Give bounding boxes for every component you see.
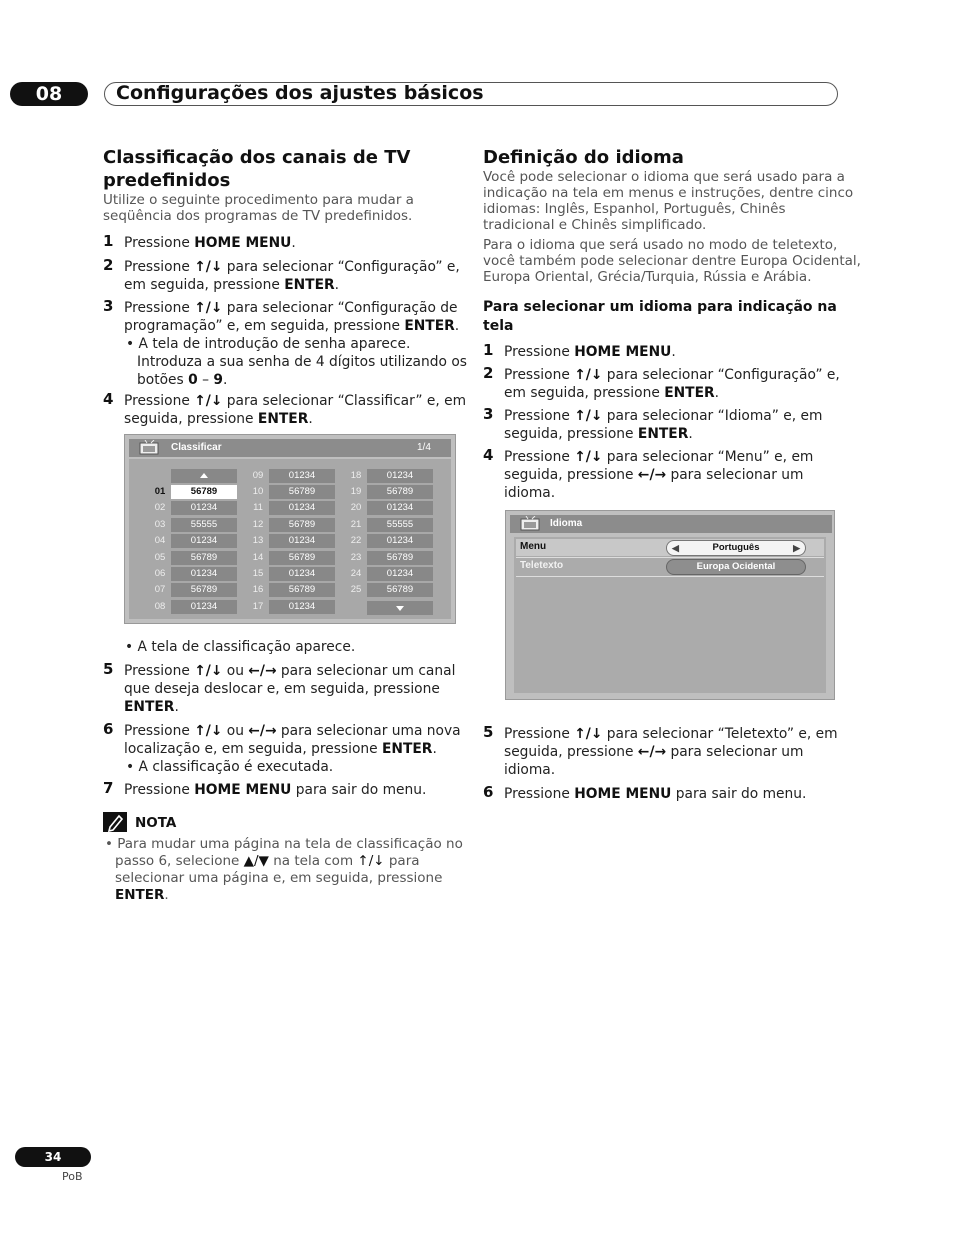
channel-cell[interactable]: 01234 [367, 534, 433, 548]
chapter-number-badge: 08 [10, 82, 88, 106]
step-number: 4 [483, 446, 494, 464]
channel-position-label: 13 [252, 535, 264, 547]
channel-position-label: 10 [252, 486, 264, 497]
screen-title-bar [129, 439, 451, 457]
step-number: 6 [483, 783, 494, 801]
step-number: 4 [103, 390, 114, 408]
menu-label: Menu [520, 541, 547, 552]
step-number: 7 [103, 779, 114, 797]
classify-screen [124, 434, 456, 624]
channel-cell[interactable]: 55555 [171, 518, 237, 532]
section-title-classify [103, 146, 410, 192]
channel-cell[interactable]: 01234 [367, 567, 433, 581]
channel-position-label: 23 [350, 551, 362, 563]
channel-cell[interactable]: 01234 [269, 469, 335, 483]
bullet-text: • A tela de classificação aparece. [125, 639, 356, 655]
note-text: • Para mudar uma página na tela de classificação no passo 6, selecione ▲/▼ na tela com ↑/↓ para selecionar uma página e, em seguida, pressione ENTER. [105, 836, 463, 903]
left-step-3: Pressione ↑/↓ para selecionar “Configuração de programação” e, em seguida, pressione ENTER. • A tela de introdução de senha aparece. Introduza a sua senha de 4 dígitos utilizando os botões 0 – 9. [124, 300, 467, 388]
channel-cell[interactable]: 01234 [171, 600, 237, 614]
scroll-down-arrow-icon[interactable] [367, 601, 433, 615]
right-step-5: Pressione ↑/↓ para selecionar “Teletexto” e, em seguida, pressione ←/→ para selecionar um idioma. [504, 726, 838, 778]
channel-position-label: 15 [252, 568, 264, 579]
channel-position-label: 14 [252, 551, 264, 563]
step-number: 3 [103, 297, 114, 315]
right-step-4: Pressione ↑/↓ para selecionar “Menu” e, em seguida, pressione ←/→ para selecionar um idioma. [504, 449, 814, 501]
tv-icon [137, 440, 163, 456]
channel-cell[interactable]: 01234 [269, 534, 335, 548]
channel-position-label: 22 [350, 535, 362, 547]
channel-position-label: 17 [252, 600, 264, 612]
channel-position-label: 12 [252, 518, 264, 530]
left-step-4: Pressione ↑/↓ para selecionar “Classificar” e, em seguida, pressione ENTER. [124, 393, 467, 427]
channel-position-label: 16 [252, 584, 264, 596]
channel-position-label: 01 [154, 486, 166, 497]
intro-line: Utilize o seguinte procedimento para mudar a [103, 192, 414, 208]
section-title-line: Classificação dos canais de TV [103, 147, 411, 168]
channel-position-label: 11 [253, 502, 263, 514]
language-settings-panel [514, 537, 826, 693]
channel-cell[interactable]: 56789 [269, 518, 335, 532]
channel-cell[interactable]: 56789 [171, 485, 237, 499]
screen-page-indicator: 1/4 [417, 442, 431, 453]
channel-position-label: 09 [252, 470, 264, 481]
tv-icon [518, 516, 544, 532]
channel-cell[interactable]: 01234 [269, 567, 335, 581]
right-step-3: Pressione ↑/↓ para selecionar “Idioma” e, em seguida, pressione ENTER. [504, 408, 823, 442]
screen-title-bar [510, 515, 832, 533]
row-divider [516, 576, 824, 577]
step-number: 6 [103, 720, 114, 738]
left-step-5: Pressione ↑/↓ ou ←/→ para selecionar um canal que deseja deslocar e, em seguida, pressione ENTER. [124, 663, 456, 715]
step-number: 5 [483, 723, 494, 741]
arrow-right-icon[interactable]: ▶ [793, 543, 800, 553]
teletext-language-value: Europa Ocidental [696, 561, 776, 572]
channel-position-label: 02 [154, 502, 166, 514]
chapter-title: Configurações dos ajustes básicos [116, 82, 484, 104]
channel-cell[interactable]: 01234 [269, 600, 335, 614]
channel-position-label: 20 [350, 502, 362, 514]
note-label: NOTA [135, 815, 177, 831]
screen-title: Classificar [171, 442, 222, 453]
step-number: 5 [103, 660, 114, 678]
step-number: 2 [483, 364, 494, 382]
channel-cell[interactable]: 55555 [367, 518, 433, 532]
classify-grid [129, 459, 451, 619]
step-number: 1 [103, 232, 114, 250]
step-number: 2 [103, 256, 114, 274]
bullet-text: Introduza a sua senha de 4 dígitos utilizando os [137, 354, 467, 370]
left-step-1: Pressione HOME MENU. [124, 235, 296, 251]
language-screen [505, 510, 835, 700]
scroll-up-arrow-icon[interactable] [171, 469, 237, 483]
channel-position-label: 04 [154, 535, 166, 547]
right-step-6: Pressione HOME MENU para sair do menu. [504, 786, 807, 802]
channel-cell[interactable]: 56789 [367, 551, 433, 565]
section-title-line: predefinidos [103, 170, 231, 191]
channel-position-label: 25 [350, 584, 362, 596]
channel-cell[interactable]: 01234 [367, 501, 433, 515]
section-title-language: Definição do idioma [483, 147, 684, 168]
step-number: 1 [483, 341, 494, 359]
channel-position-label: 08 [154, 600, 166, 612]
channel-cell[interactable]: 56789 [269, 485, 335, 499]
channel-cell[interactable]: 01234 [171, 534, 237, 548]
channel-cell[interactable]: 01234 [171, 501, 237, 515]
teletext-label: Teletexto [520, 560, 564, 571]
channel-cell[interactable]: 56789 [171, 583, 237, 597]
left-step-6: Pressione ↑/↓ ou ←/→ para selecionar uma nova localização e, em seguida, pressione ENTER. • A classificação é executada. [124, 723, 461, 775]
channel-cell[interactable]: 56789 [269, 583, 335, 597]
channel-position-label: 19 [350, 486, 362, 497]
menu-language-selector[interactable] [666, 540, 806, 556]
right-step-2: Pressione ↑/↓ para selecionar “Configuração” e, em seguida, pressione ENTER. [504, 367, 840, 401]
section-intro [103, 192, 414, 224]
channel-position-label: 06 [154, 568, 166, 579]
subsection-title: Para selecionar um idioma para indicação na tela [483, 299, 837, 334]
channel-cell[interactable]: 56789 [269, 551, 335, 565]
channel-position-label: 18 [350, 470, 362, 481]
left-step-2: Pressione ↑/↓ para selecionar “Configuração” e, em seguida, pressione ENTER. [124, 259, 460, 293]
channel-cell[interactable]: 56789 [367, 485, 433, 499]
left-step-7: Pressione HOME MENU para sair do menu. [124, 782, 427, 798]
channel-cell[interactable]: 01234 [171, 567, 237, 581]
page-number: 34 [15, 1147, 91, 1167]
teletext-language-selector[interactable] [666, 559, 806, 575]
row-divider [516, 557, 824, 558]
intro-line: seqüência dos programas de TV predefinidos. [103, 208, 413, 224]
channel-position-label: 07 [154, 584, 166, 596]
channel-cell[interactable]: 56789 [367, 583, 433, 597]
arrow-left-icon[interactable]: ◀ [672, 543, 679, 553]
language-code: PoB [62, 1170, 83, 1183]
channel-cell[interactable]: 01234 [367, 469, 433, 483]
channel-position-label: 21 [350, 518, 362, 530]
note-icon [103, 812, 127, 832]
channel-position-label: 24 [350, 568, 362, 579]
channel-cell[interactable]: 56789 [171, 551, 237, 565]
channel-position-label: 05 [154, 551, 166, 563]
bullet-text: • A tela de introdução de senha aparece. [126, 336, 411, 352]
screen-title: Idioma [550, 518, 583, 529]
language-intro: Você pode selecionar o idioma que será usado para a indicação na tela em menus e instruções, dentre cinco idiomas: Inglês, Espanhol, Português, Chinês tradicional e Chinês simplificado. Para o idioma que será usado no modo de teletexto, você também pode selecionar dentre Europa Ocidental, Europa Oriental, Grécia/Turquia, Rússia e Arábia. [483, 169, 861, 285]
menu-language-value: Português [712, 542, 760, 553]
step-number: 3 [483, 405, 494, 423]
right-step-1: Pressione HOME MENU. [504, 344, 676, 360]
channel-position-label: 03 [154, 518, 166, 530]
channel-cell[interactable]: 01234 [269, 501, 335, 515]
